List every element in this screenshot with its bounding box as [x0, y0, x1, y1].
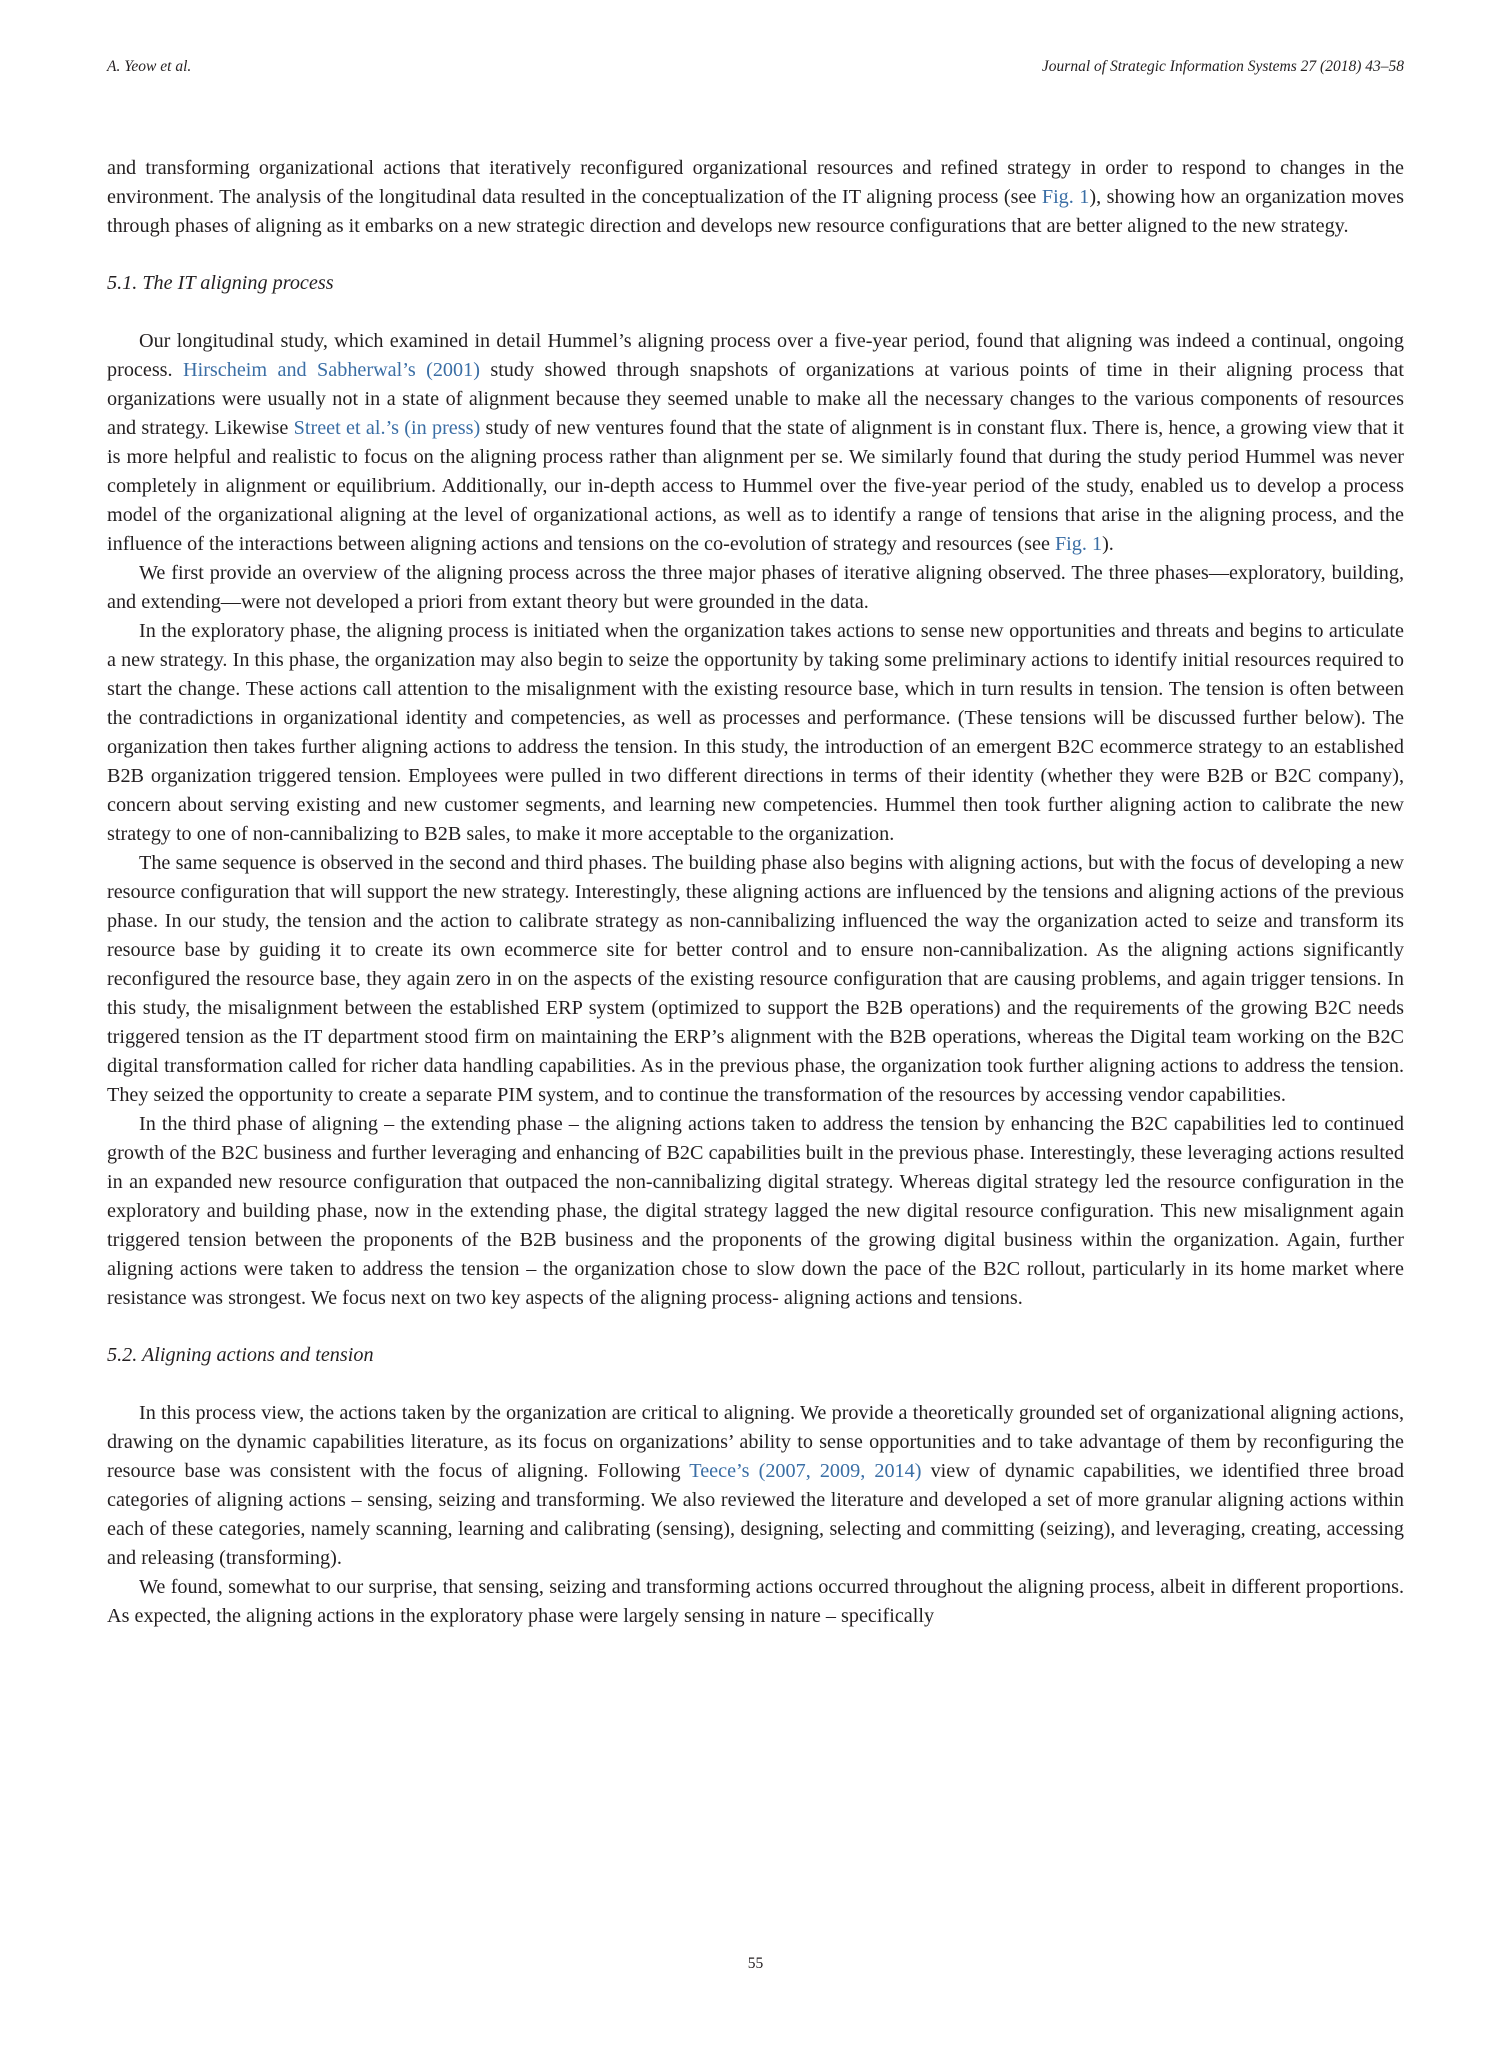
paragraph: The same sequence is observed in the second and third phases. The building phase also begins with aligning actions, but with the focus of developing a new resource configuration that will support the new strategy. Interestingly, these aligning actions are influenced by the tensions and aligning actions of the previous phase. In our study, the tension and the action to calibrate strategy as non-cannibalizing influenced the way the organization acted to seize and transform its resource base by guiding it to create its own ecommerce site for better control and to ensure non-cannibalization. As the aligning actions significantly reconfigured the resource base, they again zero in on the aspects of the existing resource configuration that are causing problems, and again trigger tensions. In this study, the misalignment between the established ERP system (optimized to support the B2B operations) and the requirements of the growing B2C needs triggered tension as the IT department stood firm on maintaining the ERP’s alignment with the B2B operations, whereas the Digital team working on the B2C digital transformation called for richer data handling capabilities. As in the previous phase, the organization took further aligning actions to address the tension. They seized the opportunity to create a separate PIM system, and to continue the transformation of the resources by accessing vendor capabilities.: [107, 852, 1404, 1106]
header-journal: Journal of Strategic Information Systems 27 (2018) 43–58: [1041, 58, 1404, 75]
article-body: [107, 154, 1404, 1631]
text-run: view of dynamic capabilities, we identified three broad categories of aligning actions – sensing, seizing and transforming. We also reviewed the literature and developed a set of more granular aligning actions within each of these categories, namely scanning, learning and calibrating (sensing), designing, selecting and committing (seizing), and leveraging, creating, accessing and releasing (transforming).: [107, 1460, 1404, 1569]
figure-link[interactable]: Fig. 1: [1054, 533, 1103, 555]
figure-link[interactable]: Fig. 1: [1041, 186, 1090, 208]
text-run: ), showing how an organization moves through phases of aligning as it embarks on a new strategic direction and develops new resource configurations that are better aligned to the new strategy.: [107, 186, 1404, 237]
paragraph: We first provide an overview of the aligning process across the three major phases of iterative aligning observed. The three phases—exploratory, building, and extending—were not developed a priori from extant theory but were grounded in the data.: [107, 562, 1404, 613]
text-run: In this process view, the actions taken by the organization are critical to aligning. We provide a theoretically grounded set of organizational aligning actions, drawing on the dynamic capabilities literature, as its focus on organizations’ ability to sense opportunities and to take advantage of them by reconfiguring the resource base was consistent with the focus of aligning. Following: [107, 1402, 1404, 1482]
text-run: ).: [1102, 533, 1114, 555]
page-number: 55: [747, 1955, 764, 1972]
paragraph: [107, 327, 1404, 559]
header-authors: A. Yeow et al.: [107, 58, 192, 75]
paragraph: In the third phase of aligning – the extending phase – the aligning actions taken to address the tension by enhancing the B2C capabilities led to continued growth of the B2C business and further leveraging and enhancing of B2C capabilities built in the previous phase. Interestingly, these leveraging actions resulted in an expanded new resource configuration that outpaced the non-cannibalizing digital strategy. Whereas digital strategy led the resource configuration in the exploratory and building phase, now in the extending phase, the digital strategy lagged the new digital resource configuration. This new misalignment again triggered tension between the proponents of the B2B business and the proponents of the growing digital business within the organization. Again, further aligning actions were taken to address the tension – the organization chose to slow down the pace of the B2C rollout, particularly in its home market where resistance was strongest. We focus next on two key aspects of the aligning process- aligning actions and tensions.: [107, 1113, 1404, 1309]
paragraph: We found, somewhat to our surprise, that sensing, seizing and transforming actions occurred throughout the aligning process, albeit in different proportions. As expected, the aligning actions in the exploratory phase were largely sensing in nature – specifically: [107, 1576, 1404, 1627]
citation-link[interactable]: Street et al.’s (in press): [293, 417, 481, 439]
citation-link[interactable]: Hirscheim and Sabherwal’s (2001): [183, 359, 480, 381]
text-run: study showed through snapshots of organizations at various points of time in their aligning process that organizations were usually not in a state of alignment because they seemed unable to make all the necessary changes to the various components of resources and strategy. Likewise: [107, 359, 1404, 439]
paragraph: [107, 1399, 1404, 1573]
citation-link[interactable]: Teece’s (2007, 2009, 2014): [689, 1460, 922, 1482]
text-run: Our longitudinal study, which examined in detail Hummel’s aligning process over a five-year period, found that aligning was indeed a continual, ongoing process.: [107, 330, 1404, 381]
section-heading-5-1: 5.1. The IT aligning process: [107, 272, 334, 294]
section-heading-5-2: 5.2. Aligning actions and tension: [107, 1344, 374, 1366]
paragraph: In the exploratory phase, the aligning process is initiated when the organization takes actions to sense new opportunities and threats and begins to articulate a new strategy. In this phase, the organization may also begin to seize the opportunity by taking some preliminary actions to identify initial resources required to start the change. These actions call attention to the misalignment with the existing resource base, which in turn results in tension. The tension is often between the contradictions in organizational identity and competencies, as well as processes and performance. (These tensions will be discussed further below). The organization then takes further aligning actions to address the tension. In this study, the introduction of an emergent B2C ecommerce strategy to an established B2B organization triggered tension. Employees were pulled in two different directions in terms of their identity (whether they were B2B or B2C company), concern about serving existing and new customer segments, and learning new competencies. Hummel then took further aligning action to calibrate the new strategy to one of non-cannibalizing to B2B sales, to make it more acceptable to the organization.: [107, 620, 1404, 845]
text-run: study of new ventures found that the state of alignment is in constant flux. There is, hence, a growing view that it is more helpful and realistic to focus on the aligning process rather than alignment per se. We similarly found that during the study period Hummel was never completely in alignment or equilibrium. Additionally, our in-depth access to Hummel over the five-year period of the study, enabled us to develop a process model of the organizational aligning at the level of organizational actions, as well as to identify a range of tensions that arise in the aligning process, and the influence of the interactions between aligning actions and tensions on the co-evolution of strategy and resources (see: [107, 417, 1404, 555]
text-run: and transforming organizational actions that iteratively reconfigured organizational resources and refined strategy in order to respond to changes in the environment. The analysis of the longitudinal data resulted in the conceptualization of the IT aligning process (see: [107, 157, 1404, 208]
intro-paragraph: [107, 154, 1404, 241]
